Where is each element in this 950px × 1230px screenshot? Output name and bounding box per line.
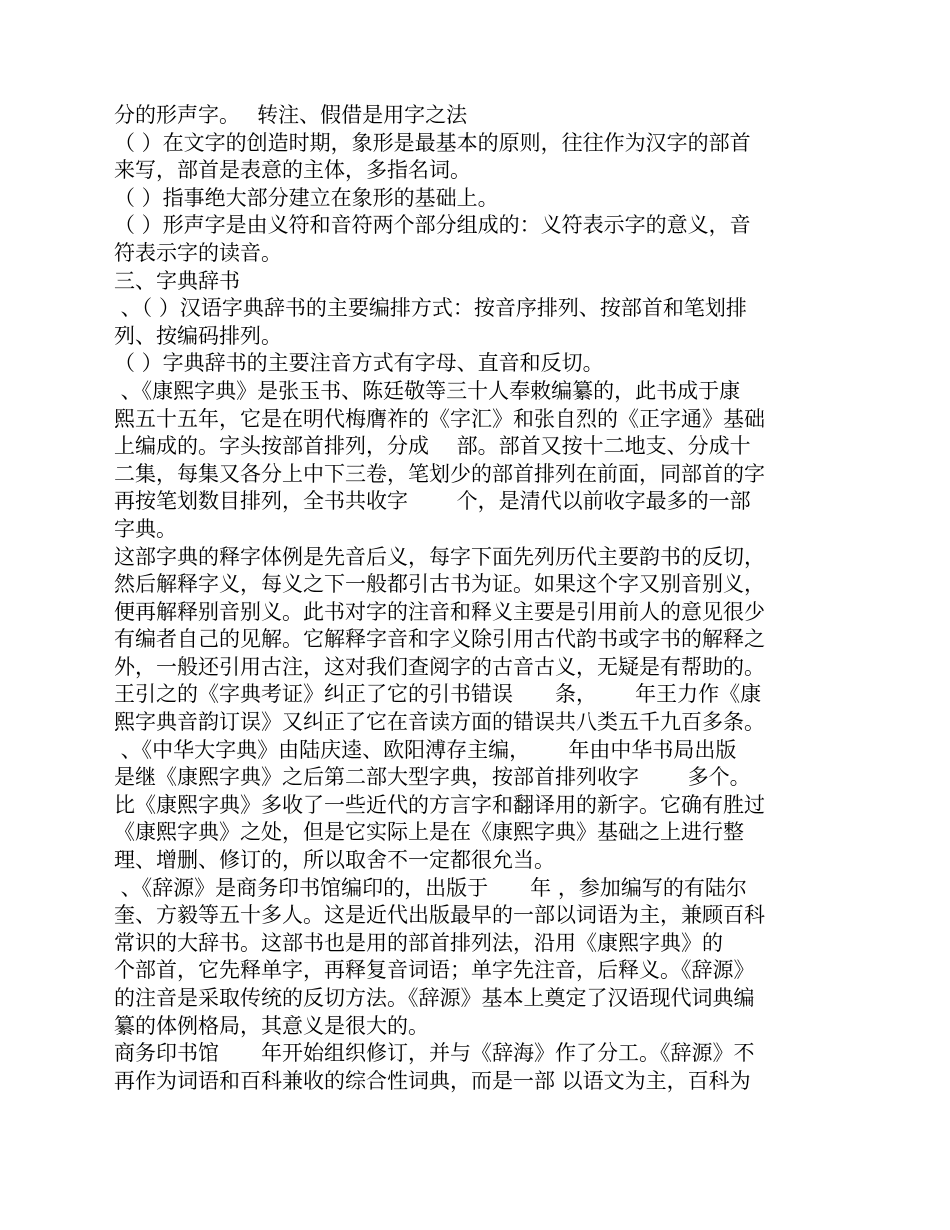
text-line: 然后解释字义，每义之下一般都引古书为证。如果这个字又别音别义， <box>114 572 765 597</box>
text-line: 二集，每集又各分上中下三卷，笔划少的部首排列在前面，同部首的字 <box>114 461 765 486</box>
text-line: 列、按编码排列。 <box>114 323 282 348</box>
text-line: 熙五十五年，它是在明代梅膺祚的《字汇》和张自烈的《正字通》基础 <box>114 406 765 431</box>
text-line: 比《康熙字典》多收了一些近代的方言字和翻译用的新字。它确有胜过 <box>114 792 765 817</box>
text-line: （ ）字典辞书的主要注音方式有字母、直音和反切。 <box>114 351 604 376</box>
text-line: 上编成的。字头按部首排列，分成 部。部首又按十二地支、分成十 <box>114 434 751 459</box>
text-line: 理、增删、修订的，所以取舍不一定都很允当。 <box>114 848 555 873</box>
text-line: （ ）在文字的创造时期，象形是最基本的原则，往往作为汉字的部首 <box>114 130 751 155</box>
text-line: 再作为词语和百科兼收的综合性词典，而是一部 以语文为主，百科为 <box>114 1068 751 1093</box>
text-line: 这部字典的释字体例是先音后义，每字下面先列历代主要韵书的反切， <box>114 544 765 569</box>
text-line: 来写，部首是表意的主体，多指名词。 <box>114 158 471 183</box>
text-line: 、《辞源》是商务印书馆编印的，出版于 年 ，参加编写的有陆尔 <box>114 875 747 900</box>
text-line: 王引之的《字典考证》纠正了它的引书错误 条， 年王力作《康 <box>114 682 762 707</box>
text-line: 纂的体例格局，其意义是很大的。 <box>114 1013 429 1038</box>
text-line: （ ）指事绝大部分建立在象形的基础上。 <box>114 185 499 210</box>
text-line: 是继《康熙字典》之后第二部大型字典，按部首排列收字 多个。 <box>114 765 751 790</box>
text-line: 外，一般还引用古注，这对我们查阅字的古音古义，无疑是有帮助的。 <box>114 654 765 679</box>
text-line: 的注音是采取传统的反切方法。《辞源》基本上奠定了汉语现代词典编 <box>114 986 755 1010</box>
text-line: 便再解释别音别义。此书对字的注音和释义主要是引用前人的意见很少 <box>114 599 765 624</box>
text-line: 商务印书馆 年开始组织修订，并与《辞海》作了分工。《辞源》不 <box>114 1041 755 1066</box>
text-line: 分的形声字。 转注、假借是用字之法 <box>114 103 468 127</box>
text-line: 字典。 <box>114 516 177 541</box>
text-line: （ ）形声字是由义符和音符两个部分组成的：义符表示字的意义，音 <box>114 213 751 238</box>
text-line: 《康熙字典》之处，但是它实际上是在《康熙字典》基础之上进行整 <box>114 820 744 845</box>
text-line: 熙字典音韵订误》又纠正了它在音读方面的错误共八类五千九百多条。 <box>114 710 765 735</box>
text-line: 个部首，它先释单字，再释复音词语；单字先注音，后释义。《辞源》 <box>114 958 755 983</box>
text-line: 、《中华大字典》由陆庆逵、欧阳溥存主编， 年由中华书局出版 <box>114 737 737 762</box>
text-line: 奎、方毅等五十多人。这是近代出版最早的一部以词语为主，兼顾百科 <box>114 903 765 928</box>
text-line: 有编者自己的见解。它解释字音和字义除引用古代韵书或字书的解释之 <box>114 627 765 652</box>
text-line: 、《康熙字典》是张玉书、陈廷敬等三十人奉敕编纂的，此书成于康 <box>114 378 741 403</box>
text-line: 、（ ）汉语字典辞书的主要编排方式：按音序排列、按部首和笔划排 <box>114 296 747 321</box>
text-line: 符表示字的读音。 <box>114 240 282 265</box>
section-heading: 三、字典辞书 <box>114 268 240 293</box>
document-page <box>114 102 839 1095</box>
text-line: 再按笔划数目排列，全书共收字 个，是清代以前收字最多的一部 <box>114 489 751 514</box>
text-line: 常识的大辞书。这部书也是用的部首排列法，沿用《康熙字典》的 <box>114 930 723 955</box>
